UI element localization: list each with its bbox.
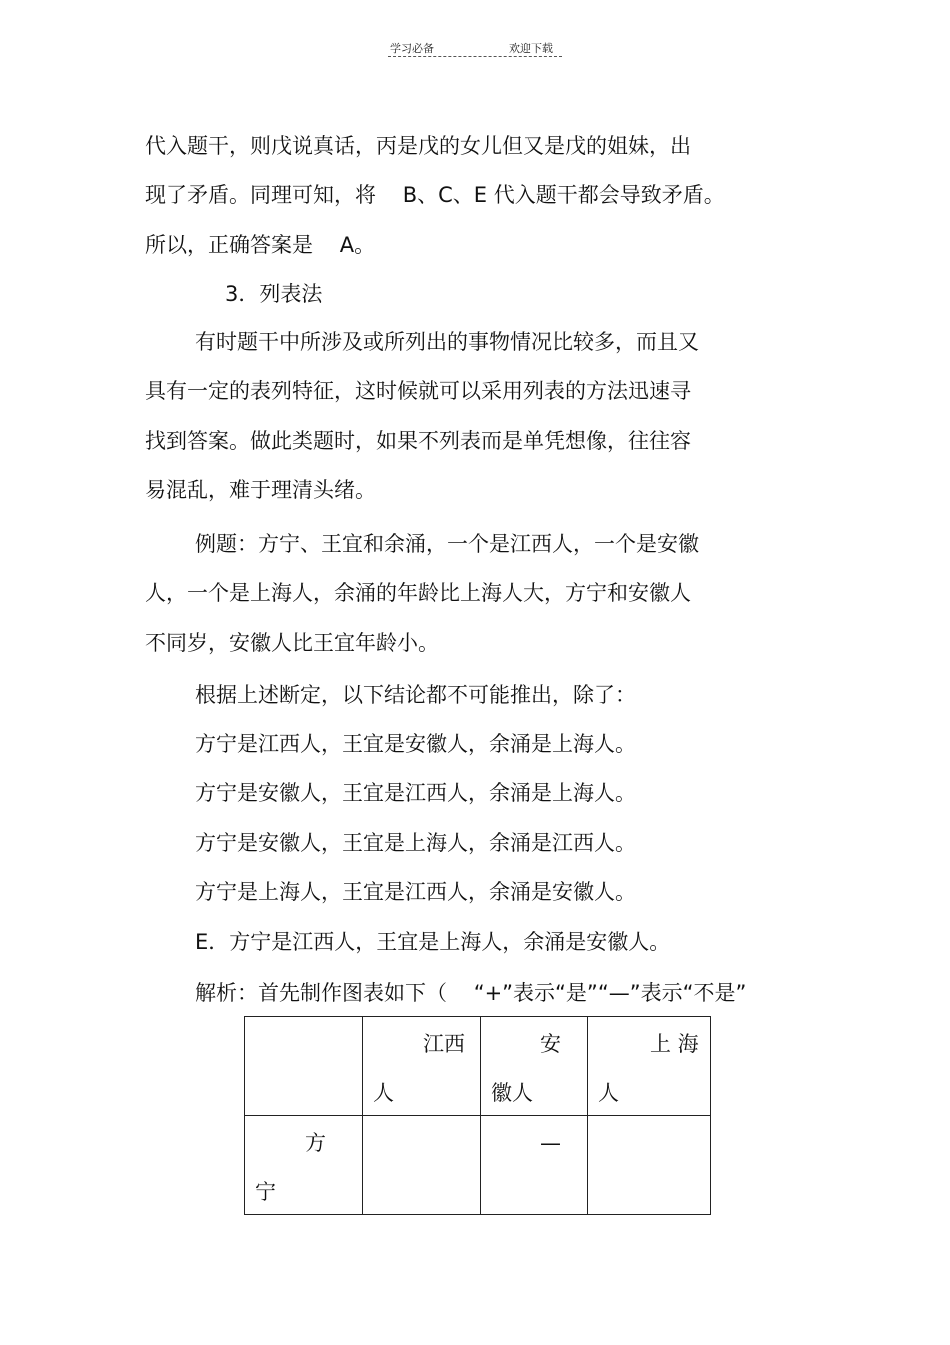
analysis-line: 解析：首先制作图表如下（ “+”表示“是”“—”表示“不是” (195, 981, 747, 1005)
body-line: 易混乱，难于理清头绪。 (145, 478, 376, 502)
body-line: 具有一定的表列特征，这时候就可以采用列表的方法迅速寻 (145, 379, 691, 403)
body-line: 所以，正确答案是 A。 (145, 233, 376, 257)
table-header-cell (363, 1017, 481, 1116)
table-header-cell (588, 1017, 711, 1116)
table-header-cell (481, 1017, 588, 1116)
header-shanghai-top: 上 海 (650, 1032, 699, 1056)
option-line: E．方宁是江西人，王宜是上海人，余涌是安徽人。 (195, 930, 671, 954)
header-jiangxi-top: 江西 (423, 1032, 465, 1056)
table-header-row (245, 1017, 711, 1116)
example-line: 不同岁，安徽人比王宜年龄小。 (145, 631, 439, 655)
example-line: 人，一个是上海人，余涌的年龄比上海人大，方宁和安徽人 (145, 581, 691, 605)
table-row (245, 1116, 711, 1215)
option-line: 方宁是安徽人，王宜是上海人，余涌是江西人。 (195, 831, 636, 855)
option-line: 方宁是安徽人，王宜是江西人，余涌是上海人。 (195, 781, 636, 805)
body-line: 找到答案。做此类题时，如果不列表而是单凭想像，往往容 (145, 429, 691, 453)
page-header (388, 38, 562, 57)
table-cell (481, 1116, 588, 1215)
cell-value: — (540, 1131, 561, 1155)
option-line: 方宁是上海人，王宜是江西人，余涌是安徽人。 (195, 880, 636, 904)
body-line: 有时题干中所涉及或所列出的事物情况比较多，而且又 (195, 330, 699, 354)
question-line: 根据上述断定，以下结论都不可能推出，除了： (195, 683, 636, 707)
table-row-label-cell (245, 1116, 363, 1215)
header-right-text: 欢迎下载 (509, 42, 553, 55)
header-anhui-bottom: 徽人 (491, 1081, 533, 1105)
header-jiangxi-bottom: 人 (373, 1081, 394, 1105)
header-shanghai-bottom: 人 (598, 1081, 619, 1105)
row-name-top: 方 (305, 1131, 326, 1155)
table-corner-cell (245, 1017, 363, 1116)
table-cell (588, 1116, 711, 1215)
header-anhui-top: 安 (540, 1032, 561, 1056)
table-cell (363, 1116, 481, 1215)
option-line: 方宁是江西人，王宜是安徽人，余涌是上海人。 (195, 732, 636, 756)
header-left-text: 学习必备 (390, 42, 434, 55)
section-heading: 3．列表法 (225, 282, 323, 306)
body-line: 现了矛盾。同理可知，将 B、C、E 代入题干都会导致矛盾。 (145, 183, 725, 207)
answer-table (244, 1016, 711, 1215)
body-line: 代入题干，则戊说真话，丙是戊的女儿但又是戊的姐妹，出 (145, 134, 691, 158)
example-line: 例题：方宁、王宜和余涌，一个是江西人，一个是安徽 (195, 532, 699, 556)
row-name-bottom: 宁 (255, 1180, 276, 1204)
